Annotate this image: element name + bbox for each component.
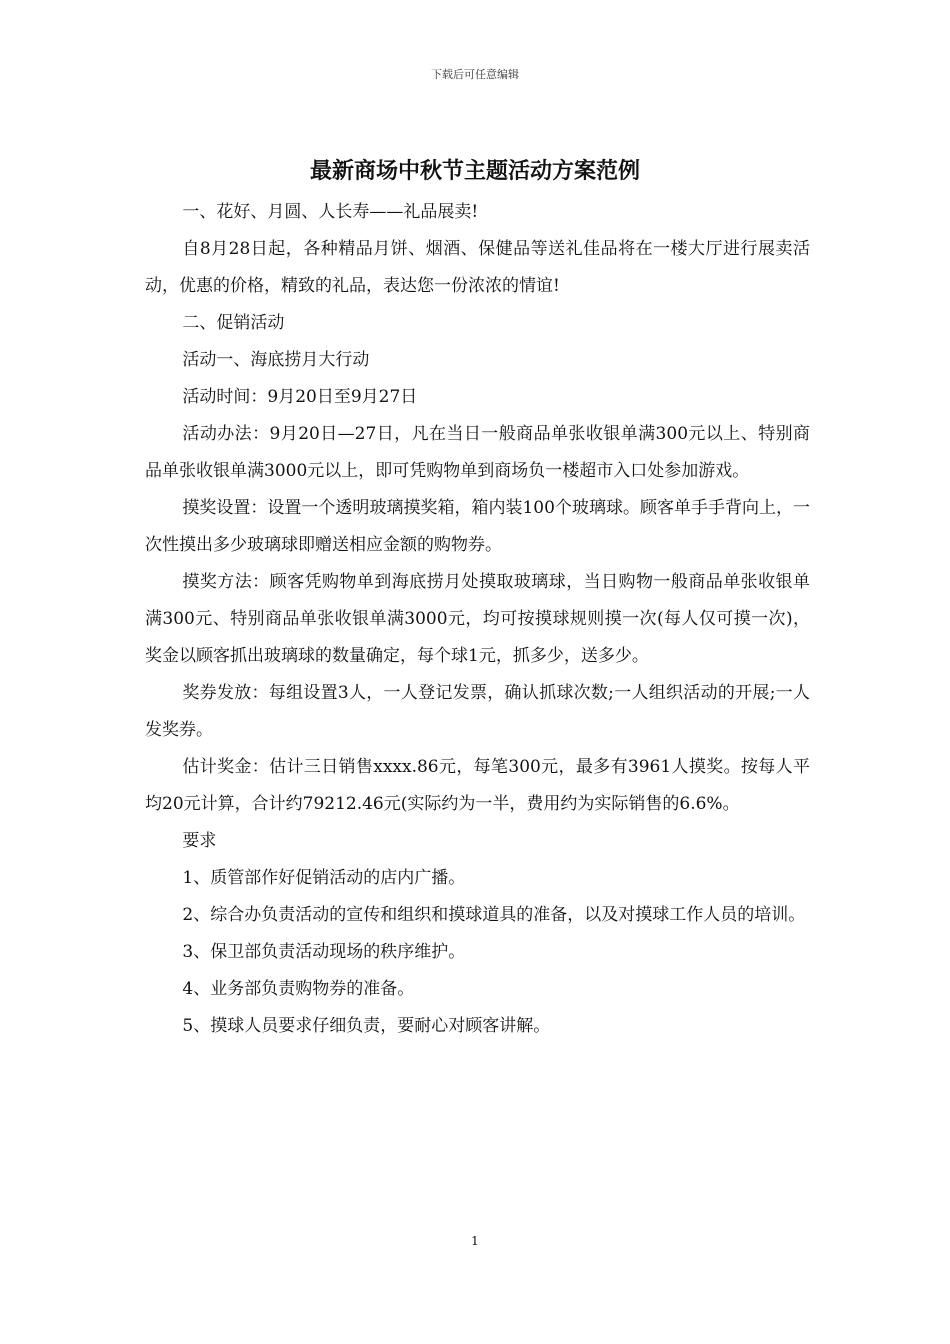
paragraph-voucher-distribution: 奖券发放：每组设置3人，一人登记发票，确认抓球次数;一人组织活动的开展;一人发奖券。 — [145, 683, 810, 740]
paragraph-draw-method: 摸奖方法：顾客凭购物单到海底捞月处摸取玻璃球，当日购物一般商品单张收银单满300元、特别商品单张收银单满3000元，均可按摸球规则摸一次(每人仅可摸一次)，奖金以顾客抓出玻璃球的数量确定，每个球1元，抓多少，送多少。 — [145, 572, 810, 666]
paragraph-section-2-heading: 二、促销活动 — [182, 313, 285, 333]
page-number: 1 — [471, 1234, 479, 1248]
paragraph-requirement-3: 3、保卫部负责活动现场的秩序维护。 — [182, 942, 466, 962]
paragraph-draw-setup: 摸奖设置：设置一个透明玻璃摸奖箱，箱内装100个玻璃球。顾客单手手背向上，一次性摸出多少玻璃球即赠送相应金额的购物券。 — [145, 498, 810, 555]
paragraph-activity-1-title: 活动一、海底捞月大行动 — [182, 350, 370, 370]
document-body — [145, 194, 810, 1045]
page-header-note: 下载后可任意编辑 — [431, 68, 519, 81]
paragraph-activity-time: 活动时间：9月20日至9月27日 — [182, 387, 418, 407]
paragraph-requirement-5: 5、摸球人员要求仔细负责，要耐心对顾客讲解。 — [182, 1016, 551, 1036]
paragraph-requirement-1: 1、质管部作好促销活动的店内广播。 — [182, 868, 466, 888]
paragraph-requirements-heading: 要求 — [182, 831, 217, 851]
paragraph-prize-estimate: 估计奖金：估计三日销售xxxx.86元，每笔300元，最多有3961人摸奖。按每人平均20元计算，合计约79212.46元(实际约为一半，费用约为实际销售的6.6%。 — [145, 757, 810, 814]
paragraph-activity-method: 活动办法：9月20日—27日，凡在当日一般商品单张收银单满300元以上、特别商品单张收银单满3000元以上，即可凭购物单到商场负一楼超市入口处参加游戏。 — [145, 424, 810, 481]
document-title: 最新商场中秋节主题活动方案范例 — [309, 158, 640, 184]
paragraph-requirement-4: 4、业务部负责购物券的准备。 — [182, 979, 415, 999]
paragraph-section-1-heading: 一、花好、月圆、人长寿——礼品展卖! — [182, 202, 479, 222]
paragraph-gift-sale: 自8月28日起，各种精品月饼、烟酒、保健品等送礼佳品将在一楼大厅进行展卖活动，优惠的价格，精致的礼品，表达您一份浓浓的情谊! — [145, 239, 810, 296]
paragraph-requirement-2: 2、综合办负责活动的宣传和组织和摸球道具的准备，以及对摸球工作人员的培训。 — [182, 905, 806, 925]
